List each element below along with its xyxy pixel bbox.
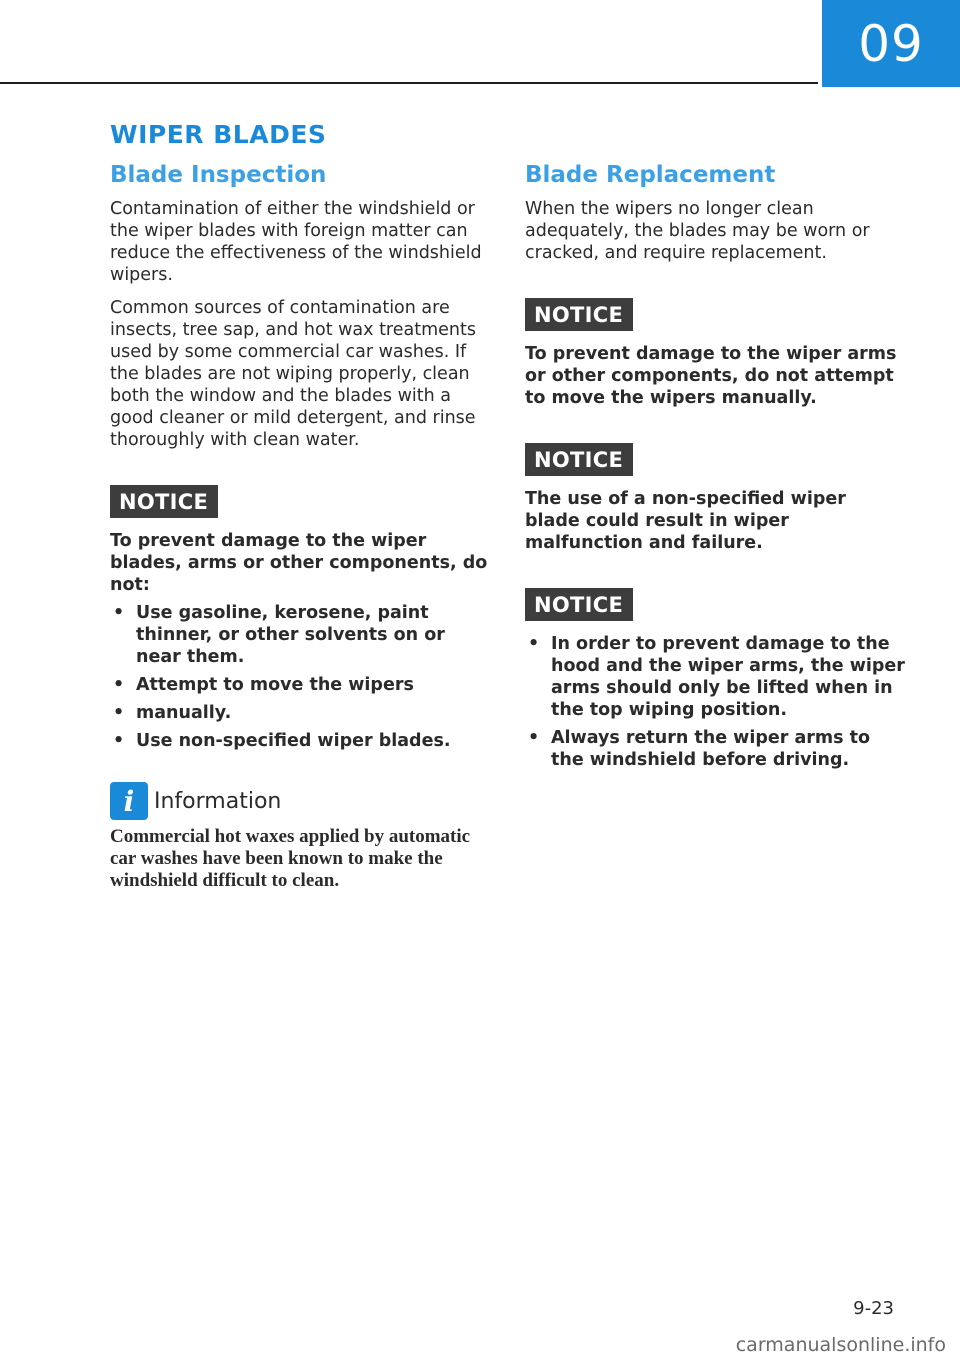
list-item-text: Attempt to move the wipers [136,675,414,695]
notice-bullet-list [110,602,488,752]
list-item-text: In order to prevent damage to the hood and the wiper arms, the wiper arms should only be lifted when in the top wiping position. [551,634,905,720]
header-rule [0,82,818,84]
notice-label: NOTICE [525,588,633,621]
notice-text: To prevent damage to the wiper arms or other components, do not attempt to move the wipers manually. [525,344,897,408]
notice-label: NOTICE [110,485,218,518]
chapter-tab: 09 [822,0,960,87]
notice-box [525,298,905,409]
list-item-text: Use gasoline, kerosene, paint thinner, or other solvents on or near them. [136,603,445,667]
notice-bullet-list [525,633,905,771]
notice-box [525,443,905,554]
notice-text: The use of a non-specified wiper blade could result in wiper malfunction and failure. [525,489,846,553]
blade-inspection-heading: Blade Inspection [110,162,327,188]
list-item [110,730,488,752]
notice-box [525,588,905,771]
blade-replacement-heading: Blade Replacement [525,162,776,188]
information-text: Commercial hot waxes applied by automatic car washes have been known to make the windshield difficult to clean. [110,826,471,891]
right-column [525,160,905,777]
information-header [110,782,488,820]
information-title: Information [154,788,282,814]
bullet-icon: • [113,703,125,723]
list-item-text: Always return the wiper arms to the windshield before driving. [551,728,871,770]
list-item [110,674,488,696]
bullet-icon: • [528,728,540,748]
list-item-text: manually. [136,703,232,723]
notice-box [110,485,488,752]
information-box [110,782,488,892]
paragraph: When the wipers no longer clean adequately, the blades may be worn or cracked, and require replacement. [525,199,870,263]
bullet-icon: • [113,675,125,695]
notice-label: NOTICE [525,443,633,476]
list-item [525,727,905,771]
left-column [110,160,488,892]
bullet-icon: • [528,634,540,654]
info-icon: i [110,782,148,820]
notice-label: NOTICE [525,298,633,331]
paragraph: Common sources of contamination are insects, tree sap, and hot wax treatments used by some commercial car washes. If the blades are not wiping properly, clean both the window and the blades with a good cleaner or mild detergent, and rinse thoroughly with clean water. [110,298,476,450]
paragraph: Contamination of either the windshield or the wiper blades with foreign matter can reduce the effectiveness of the windshield wipers. [110,199,482,285]
watermark: carmanualsonline.info [735,1334,946,1356]
page-number: 9-23 [853,1298,894,1319]
bullet-icon: • [113,731,125,751]
list-item-text: Use non-specified wiper blades. [136,731,451,751]
section-title: WIPER BLADES [110,120,327,149]
bullet-icon: • [113,603,125,623]
list-item [525,633,905,721]
list-item [110,702,488,724]
notice-text: To prevent damage to the wiper blades, arms or other components, do not: [110,531,488,595]
list-item [110,602,488,668]
